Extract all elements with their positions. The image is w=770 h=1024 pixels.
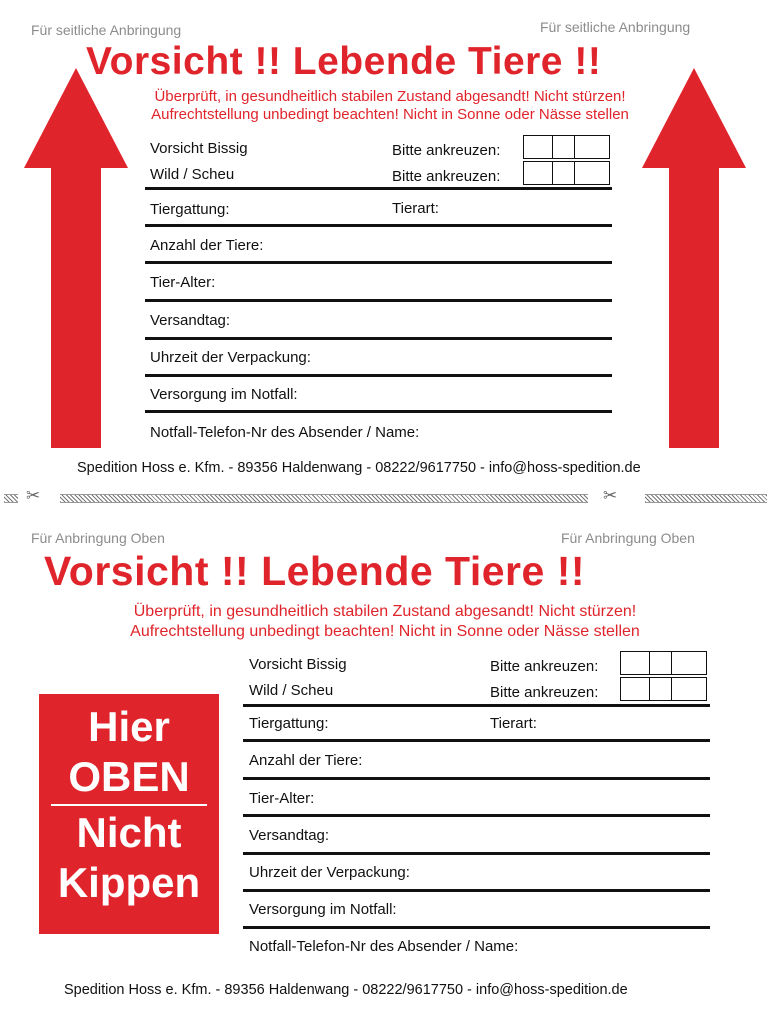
field-versandtag: Versandtag: — [150, 312, 231, 329]
side-note-right: Für Anbringung Oben — [561, 530, 695, 546]
field-tierart: Tierart: — [392, 200, 439, 217]
check-prompt-bissig: Bitte ankreuzen: — [392, 142, 501, 159]
page-title: Vorsicht !! Lebende Tiere !! — [86, 40, 602, 83]
side-note-left: Für seitliche Anbringung — [31, 22, 182, 38]
check-label-wild: Wild / Scheu — [249, 682, 334, 699]
divider — [145, 187, 612, 190]
divider — [145, 224, 612, 227]
hatch-segment — [645, 494, 767, 503]
field-notfall: Notfall-Telefon-Nr des Absender / Name: — [150, 424, 420, 441]
check-prompt-bissig: Bitte ankreuzen: — [490, 658, 599, 675]
field-versorgung: Versorgung im Notfall: — [150, 386, 298, 403]
divider — [243, 739, 710, 742]
field-versandtag: Versandtag: — [249, 827, 330, 844]
side-note-right: Für seitliche Anbringung — [540, 19, 691, 35]
divider — [145, 374, 612, 377]
subtitle — [100, 88, 680, 124]
sign-line-oben: OBEN — [68, 753, 190, 800]
check-prompt-wild: Bitte ankreuzen: — [490, 684, 599, 701]
page-title: Vorsicht !! Lebende Tiere !! — [44, 548, 586, 594]
check-label-bissig: Vorsicht Bissig — [249, 656, 347, 673]
field-tiergattung: Tiergattung: — [150, 201, 230, 218]
divider — [145, 299, 612, 302]
hatch-segment — [4, 494, 18, 503]
up-arrow-icon — [640, 68, 748, 450]
cut-line — [0, 486, 770, 505]
divider — [243, 852, 710, 855]
sign-divider — [51, 804, 207, 806]
scissors-icon: ✂ — [26, 486, 41, 505]
check-label-wild: Wild / Scheu — [150, 166, 235, 183]
subtitle-line-2: Aufrechtstellung unbedingt beachten! Nicht in Sonne oder Nässe stellen — [151, 106, 629, 123]
footer-company: Spedition Hoss e. Kfm. - 89356 Haldenwang - 08222/9617750 - info@hoss-spedition.de — [77, 460, 641, 476]
divider — [243, 926, 710, 929]
up-arrow-icon — [22, 68, 130, 450]
subtitle-line-1: Überprüft, in gesundheitlich stabilen Zustand abgesandt! Nicht stürzen! — [133, 603, 637, 620]
field-uhrzeit: Uhrzeit der Verpackung: — [249, 864, 410, 881]
checkbox-wild[interactable] — [523, 161, 610, 185]
divider — [145, 410, 612, 413]
field-tiergattung: Tiergattung: — [249, 715, 329, 732]
scissors-icon: ✂ — [603, 486, 618, 505]
subtitle-line-1: Überprüft, in gesundheitlich stabilen Zustand abgesandt! Nicht stürzen! — [154, 88, 626, 105]
field-tierart: Tierart: — [490, 715, 537, 732]
divider — [243, 889, 710, 892]
divider — [243, 814, 710, 817]
divider — [145, 337, 612, 340]
check-label-bissig: Vorsicht Bissig — [150, 140, 248, 157]
footer-company: Spedition Hoss e. Kfm. - 89356 Haldenwang - 08222/9617750 - info@hoss-spedition.de — [64, 982, 628, 998]
sign-line-hier: Hier — [88, 703, 170, 750]
field-anzahl: Anzahl der Tiere: — [249, 752, 363, 769]
sign-hier-oben-nicht-kippen — [39, 694, 219, 934]
sign-line-nicht: Nicht — [76, 809, 182, 856]
divider — [243, 777, 710, 780]
checkbox-bissig[interactable] — [523, 135, 610, 159]
hatch-segment — [60, 494, 588, 503]
sign-line-kippen: Kippen — [57, 859, 201, 906]
divider — [243, 704, 710, 707]
subtitle — [60, 602, 710, 642]
field-notfall: Notfall-Telefon-Nr des Absender / Name: — [249, 938, 519, 955]
checkbox-wild[interactable] — [620, 677, 707, 701]
field-alter: Tier-Alter: — [150, 274, 216, 291]
field-anzahl: Anzahl der Tiere: — [150, 237, 264, 254]
subtitle-line-2: Aufrechtstellung unbedingt beachten! Nicht in Sonne oder Nässe stellen — [130, 623, 640, 640]
field-alter: Tier-Alter: — [249, 790, 315, 807]
divider — [145, 261, 612, 264]
checkbox-bissig[interactable] — [620, 651, 707, 675]
side-note-left: Für Anbringung Oben — [31, 530, 165, 546]
check-prompt-wild: Bitte ankreuzen: — [392, 168, 501, 185]
field-uhrzeit: Uhrzeit der Verpackung: — [150, 349, 311, 366]
field-versorgung: Versorgung im Notfall: — [249, 901, 397, 918]
